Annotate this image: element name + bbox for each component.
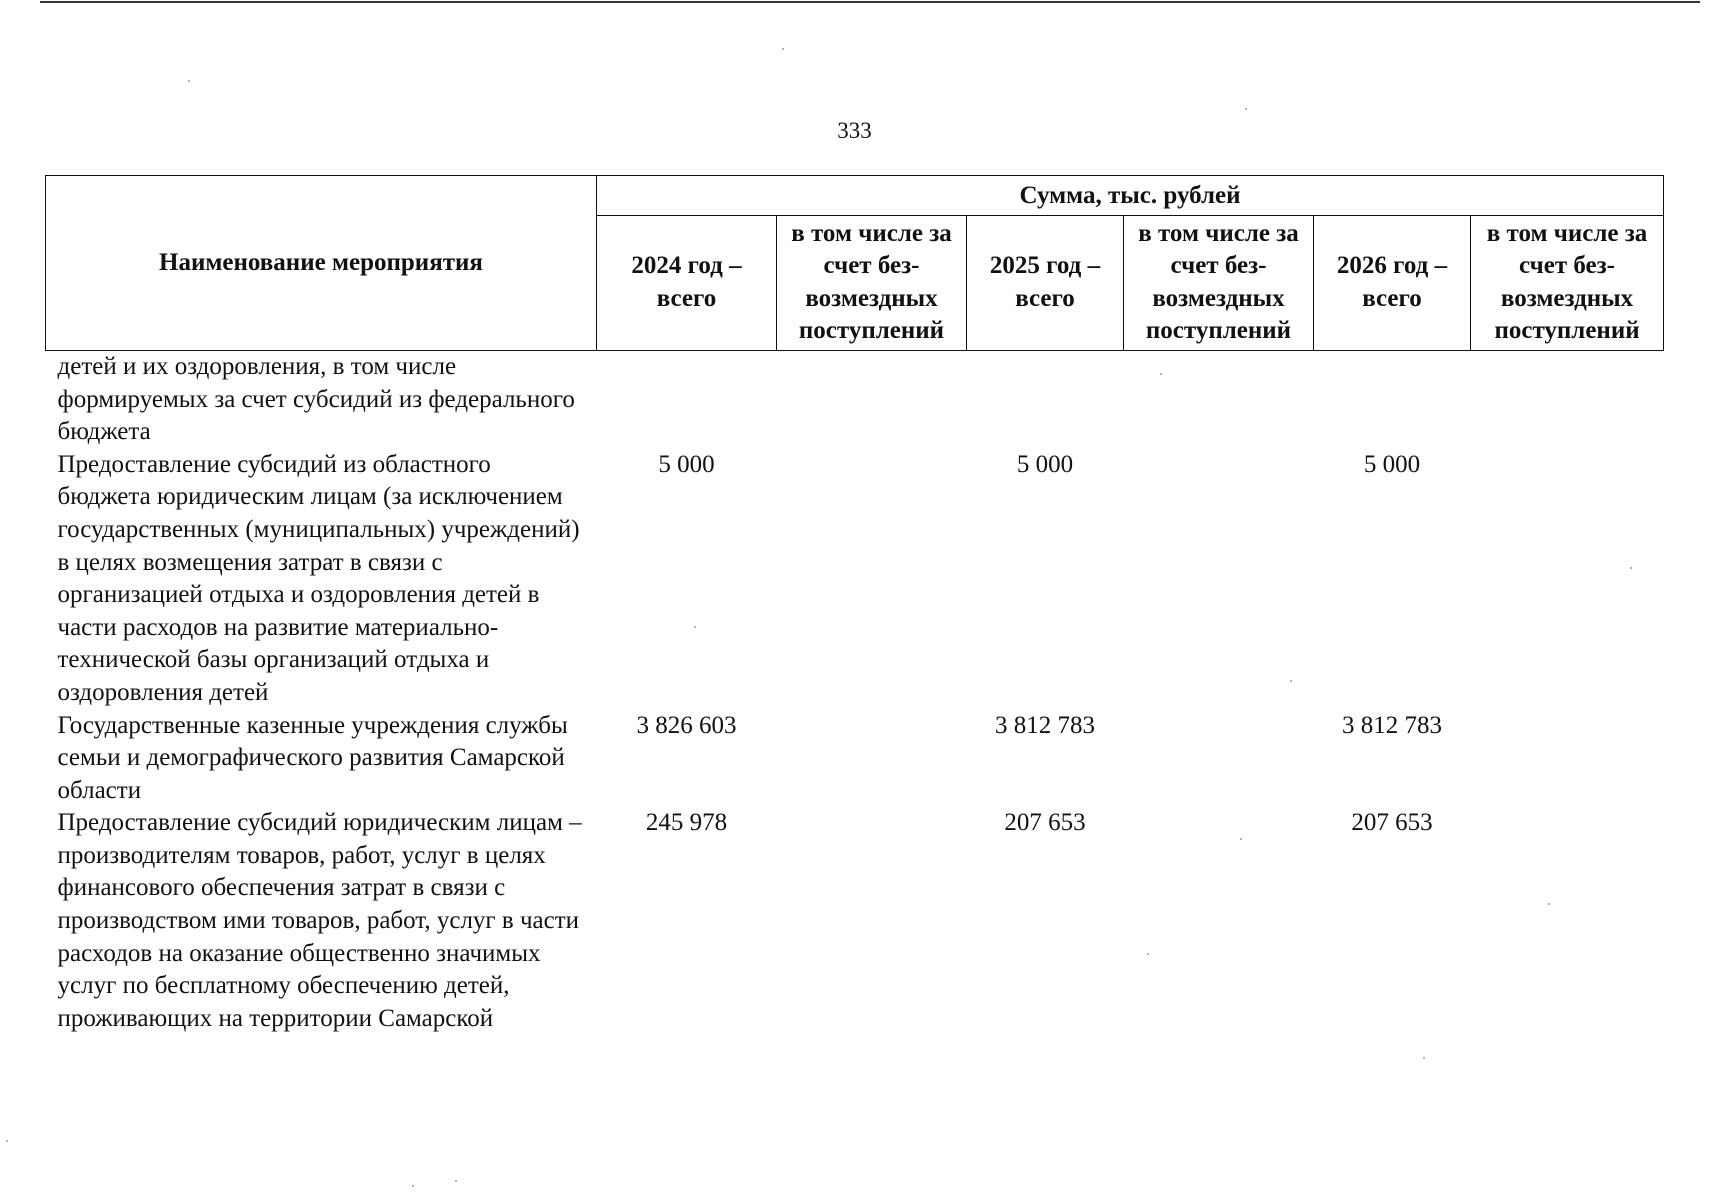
value-2026-grants	[1471, 449, 1664, 710]
value-2024-total	[597, 350, 777, 448]
table-row	[46, 449, 1664, 710]
value-2025-grants	[1124, 449, 1314, 710]
table-row	[46, 350, 1664, 448]
header-2026-grants: в том числе за счет без-возмездных поступлений	[1471, 215, 1664, 350]
header-name-column: Наименование мероприятия	[46, 176, 597, 351]
value-2026-total: 3 812 783	[1342, 711, 1442, 739]
value-2024-grants	[777, 710, 967, 808]
value-2026-grants	[1471, 350, 1664, 448]
scan-speck	[1548, 903, 1550, 905]
header-2024-total: 2024 год – всего	[597, 215, 777, 350]
value-2025-total	[967, 350, 1124, 448]
scan-speck	[1290, 680, 1292, 682]
scan-speck	[694, 626, 696, 628]
budget-table	[45, 175, 1664, 1035]
value-2026-grants	[1471, 807, 1664, 1035]
scan-speck	[1630, 567, 1632, 569]
value-2025-total: 3 812 783	[995, 711, 1095, 739]
value-2025-total: 5 000	[1016, 450, 1074, 478]
value-2025-total: 207 653	[1004, 809, 1086, 837]
header-2025-total: 2025 год – всего	[967, 215, 1124, 350]
scan-speck	[1245, 108, 1247, 110]
value-2024-total: 5 000	[658, 450, 715, 478]
scan-speck	[782, 48, 784, 50]
value-2024-total: 3 826 603	[636, 711, 737, 739]
scan-speck	[455, 1180, 457, 1182]
header-2025-grants: в том числе за счет без-возмездных поступлений	[1124, 215, 1314, 350]
value-2025-grants	[1124, 710, 1314, 808]
value-2024-grants	[777, 350, 967, 448]
page-number: 333	[837, 118, 872, 143]
scan-speck	[1147, 953, 1149, 955]
value-2026-grants	[1471, 710, 1664, 808]
table-row	[46, 807, 1664, 1035]
scan-speck	[6, 1140, 8, 1142]
value-2025-grants	[1124, 807, 1314, 1035]
scan-speck	[1160, 373, 1162, 375]
value-2024-total: 245 978	[645, 809, 728, 837]
value-2026-total	[1314, 350, 1471, 448]
scan-speck	[1423, 1057, 1425, 1059]
row-name: детей и их оздоровления, в том числе формируемых за счет субсидий из федерального бюджета	[57, 352, 575, 446]
header-2024-grants: в том числе за счет без-возмездных поступлений	[777, 215, 967, 350]
row-name: Государственные казенные учреждения службы семьи и демографического развития Самарской области	[57, 711, 568, 804]
table-row	[46, 710, 1664, 808]
scan-speck	[188, 80, 190, 82]
header-2026-total: 2026 год – всего	[1314, 215, 1471, 350]
top-border-line	[40, 1, 1700, 3]
scan-speck	[1240, 838, 1242, 840]
header-sum-group: Сумма, тыс. рублей	[597, 176, 1664, 216]
scan-speck	[412, 1185, 414, 1187]
value-2026-total: 207 653	[1351, 809, 1433, 837]
value-2026-total: 5 000	[1363, 450, 1421, 478]
row-name: Предоставление субсидий юридическим лицам – производителям товаров, работ, услуг в целях финансового обеспечения затрат в связи с производством ими товаров, работ, услуг в части расходов на оказание общественно значимых услуг по бесплатному обеспечению детей, проживающих на территории Самарской	[57, 809, 582, 1032]
value-2025-grants	[1124, 350, 1314, 448]
row-name: Предоставление субсидий из областного бюджета юридическим лицам (за исключением государственных (муниципальных) учреждений) в целях возмещения затрат в связи с организацией отдыха и оздоровления детей в части расходов на развитие материально-технической базы организаций отдыха и оздоровления детей	[57, 450, 580, 706]
value-2024-grants	[777, 449, 967, 710]
value-2024-grants	[777, 807, 967, 1035]
